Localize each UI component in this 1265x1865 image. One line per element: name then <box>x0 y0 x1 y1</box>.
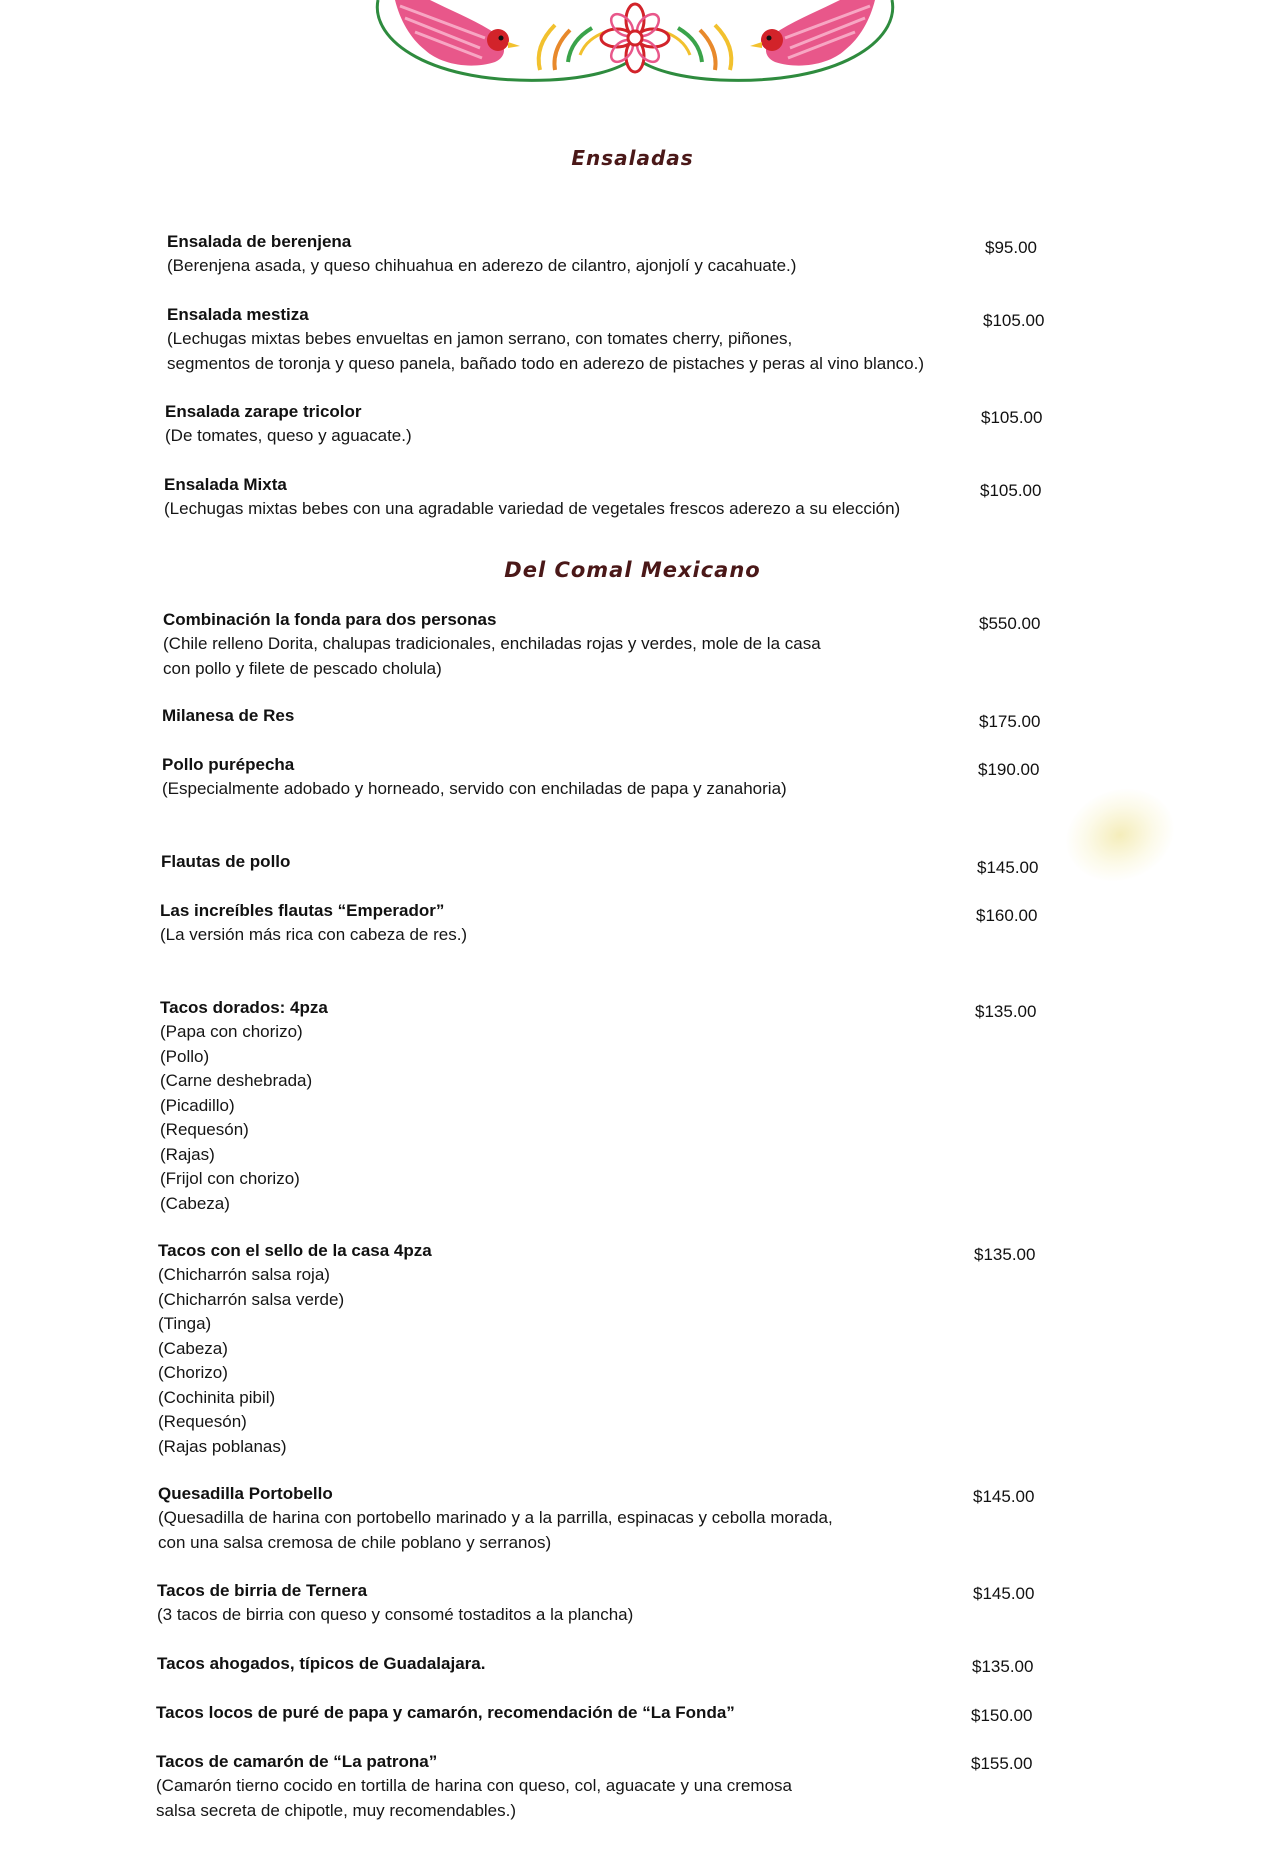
menu-item <box>157 1652 1077 1676</box>
item-name: Tacos locos de puré de papa y camarón, recomendación de “La Fonda” <box>156 1703 735 1722</box>
item-description: (Papa con chorizo) (Pollo) (Carne deshebrada) (Picadillo) (Requesón) (Rajas) (Frijol con chorizo) (Cabeza) <box>160 1022 313 1213</box>
item-price: $550.00 <box>979 614 1041 633</box>
item-price: $105.00 <box>983 311 1045 330</box>
menu-item <box>162 704 1082 728</box>
menu-item <box>156 1750 1076 1823</box>
item-description: (Chicharrón salsa roja) (Chicharrón salsa verde) (Tinga) (Cabeza) (Chorizo) (Cochinita pibil) (Requesón) (Rajas poblanas) <box>158 1265 345 1456</box>
item-name: Ensalada mestiza <box>167 305 309 324</box>
item-name: Tacos ahogados, típicos de Guadalajara. <box>157 1654 486 1673</box>
item-name: Flautas de pollo <box>161 852 291 871</box>
item-price: $190.00 <box>978 760 1040 779</box>
section-title-del-comal-mexicano: Del Comal Mexicano <box>504 558 761 582</box>
menu-item <box>156 1701 1076 1725</box>
item-price: $145.00 <box>977 858 1039 877</box>
item-description: (Quesadilla de harina con portobello marinado y a la parrilla, espinacas y cebolla morada, con una salsa cremosa de chile poblano y serranos) <box>158 1508 833 1552</box>
menu-item <box>161 850 1081 874</box>
menu-item <box>167 303 1087 376</box>
item-name: Tacos con el sello de la casa 4pza <box>158 1241 432 1260</box>
menu-item <box>167 230 1087 279</box>
menu-item <box>157 1579 1077 1628</box>
item-price: $160.00 <box>976 906 1038 925</box>
item-price: $145.00 <box>973 1487 1035 1506</box>
item-description: (Camarón tierno cocido en tortilla de harina con queso, col, aguacate y una cremosa salsa secreta de chipotle, muy recomendables.) <box>156 1776 792 1820</box>
menu-item <box>160 899 1080 948</box>
menu-item <box>163 608 1083 681</box>
item-price: $135.00 <box>974 1245 1036 1264</box>
menu-item <box>158 1482 1078 1555</box>
menu-item <box>165 400 1085 449</box>
item-description: (Lechugas mixtas bebes con una agradable variedad de vegetales frescos aderezo a su elección) <box>164 499 901 518</box>
item-name: Ensalada zarape tricolor <box>165 402 362 421</box>
item-price: $155.00 <box>971 1754 1033 1773</box>
item-name: Las increíbles flautas “Emperador” <box>160 901 445 920</box>
item-price: $105.00 <box>980 481 1042 500</box>
item-description: (Berenjena asada, y queso chihuahua en aderezo de cilantro, ajonjolí y cacahuate.) <box>167 256 797 275</box>
menu-item <box>164 473 1084 522</box>
menu-item <box>160 996 1080 1216</box>
menu-item <box>162 753 1082 802</box>
item-name: Pollo purépecha <box>162 755 295 774</box>
item-name: Quesadilla Portobello <box>158 1484 333 1503</box>
item-name: Tacos dorados: 4pza <box>160 998 328 1017</box>
item-description: (3 tacos de birria con queso y consomé tostaditos a la plancha) <box>157 1605 634 1624</box>
section-title-ensaladas: Ensaladas <box>571 146 694 170</box>
item-price: $135.00 <box>975 1002 1037 1021</box>
item-name: Tacos de birria de Ternera <box>157 1581 368 1600</box>
item-price: $105.00 <box>981 408 1043 427</box>
item-description: (Chile relleno Dorita, chalupas tradicionales, enchiladas rojas y verdes, mole de la casa con pollo y filete de pescado cholula) <box>163 634 821 678</box>
menu-item <box>158 1239 1078 1459</box>
item-name: Tacos de camarón de “La patrona” <box>156 1752 438 1771</box>
item-name: Milanesa de Res <box>162 706 295 725</box>
item-price: $135.00 <box>972 1657 1034 1676</box>
item-description: (La versión más rica con cabeza de res.) <box>160 925 468 944</box>
item-name: Ensalada Mixta <box>164 475 287 494</box>
item-name: Combinación la fonda para dos personas <box>163 610 497 629</box>
item-description: (Lechugas mixtas bebes envueltas en jamon serrano, con tomates cherry, piñones, segmentos de toronja y queso panela, bañado todo en aderezo de pistaches y peras al vino blanco.) <box>167 329 925 373</box>
item-name: Ensalada de berenjena <box>167 232 352 251</box>
item-price: $95.00 <box>985 238 1037 257</box>
item-description: (Especialmente adobado y horneado, servido con enchiladas de papa y zanahoria) <box>162 779 787 798</box>
item-price: $145.00 <box>973 1584 1035 1603</box>
item-price: $175.00 <box>979 712 1041 731</box>
item-price: $150.00 <box>971 1706 1033 1725</box>
item-description: (De tomates, queso y aguacate.) <box>165 426 412 445</box>
